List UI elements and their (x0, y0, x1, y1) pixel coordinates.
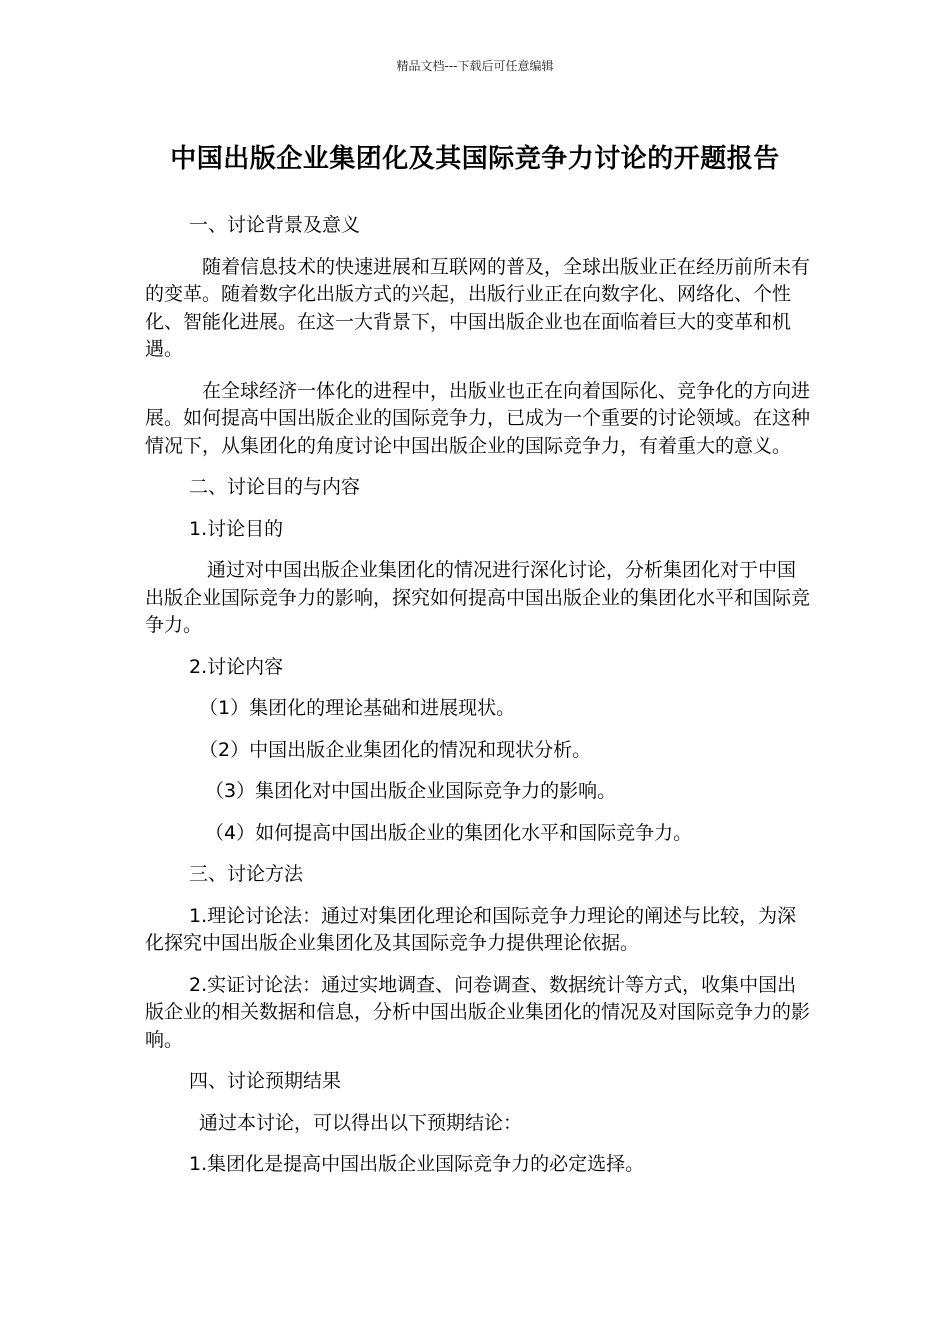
section-heading-purpose: 二、讨论目的与内容 (189, 476, 361, 498)
paragraph-purpose: 通过对中国出版企业集团化的情况进行深化讨论，分析集团化对于中国出版企业国际竞争力的影响，探究如何提高中国出版企业的集团化水平和国际竞争力。 (145, 559, 811, 636)
method-empirical: 2.实证讨论法：通过实地调查、问卷调查、数据统计等方式，收集中国出版企业的相关数据和信息，分析中国出版企业集团化的情况及对国际竞争力的影响。 (145, 973, 811, 1051)
content-item-3: （3）集团化对中国出版企业国际竞争力的影响。 (205, 780, 617, 802)
results-intro: 通过本讨论，可以得出以下预期结论： (199, 1111, 523, 1134)
paragraph-background-1: 随着信息技术的快速进展和互联网的普及，全球出版业正在经历前所未有的变革。随着数字化出版方式的兴起，出版行业正在向数字化、网络化、个性化、智能化进展。在这一大背景下，中国出版企业也在面临着巨大的变革和机遇。 (145, 255, 811, 360)
section-heading-background: 一、讨论背景及意义 (189, 214, 361, 236)
result-item-1: 1.集团化是提高中国出版企业国际竞争力的必定选择。 (189, 1153, 645, 1175)
document-title: 中国出版企业集团化及其国际竞争力讨论的开题报告 (170, 144, 780, 174)
content-item-2: （2）中国出版企业集团化的情况和现状分析。 (199, 738, 592, 761)
subheading-content: 2.讨论内容 (189, 655, 284, 678)
section-heading-results: 四、讨论预期结果 (189, 1070, 342, 1092)
content-item-4: （4）如何提高中国出版企业的集团化水平和国际竞争力。 (205, 821, 693, 844)
section-heading-methods: 三、讨论方法 (189, 863, 304, 885)
document-body (145, 212, 810, 1193)
method-theory: 1.理论讨论法：通过对集团化理论和国际竞争力理论的阐述与比较，为深化探究中国出版企业集团化及其国际竞争力提供理论依据。 (145, 904, 797, 954)
subheading-purpose: 1.讨论目的 (189, 517, 284, 540)
paragraph-background-2: 在全球经济一体化的进程中，出版业也正在向着国际化、竞争化的方向进展。如何提高中国出版企业的国际竞争力，已成为一个重要的讨论领域。在这种情况下，从集团化的角度讨论中国出版企业的国际竞争力，有着重大的意义。 (145, 379, 811, 457)
page-header: 精品文档---下载后可任意编辑 (396, 59, 554, 73)
content-item-1: （1）集团化的理论基础和进展现状。 (199, 697, 516, 719)
